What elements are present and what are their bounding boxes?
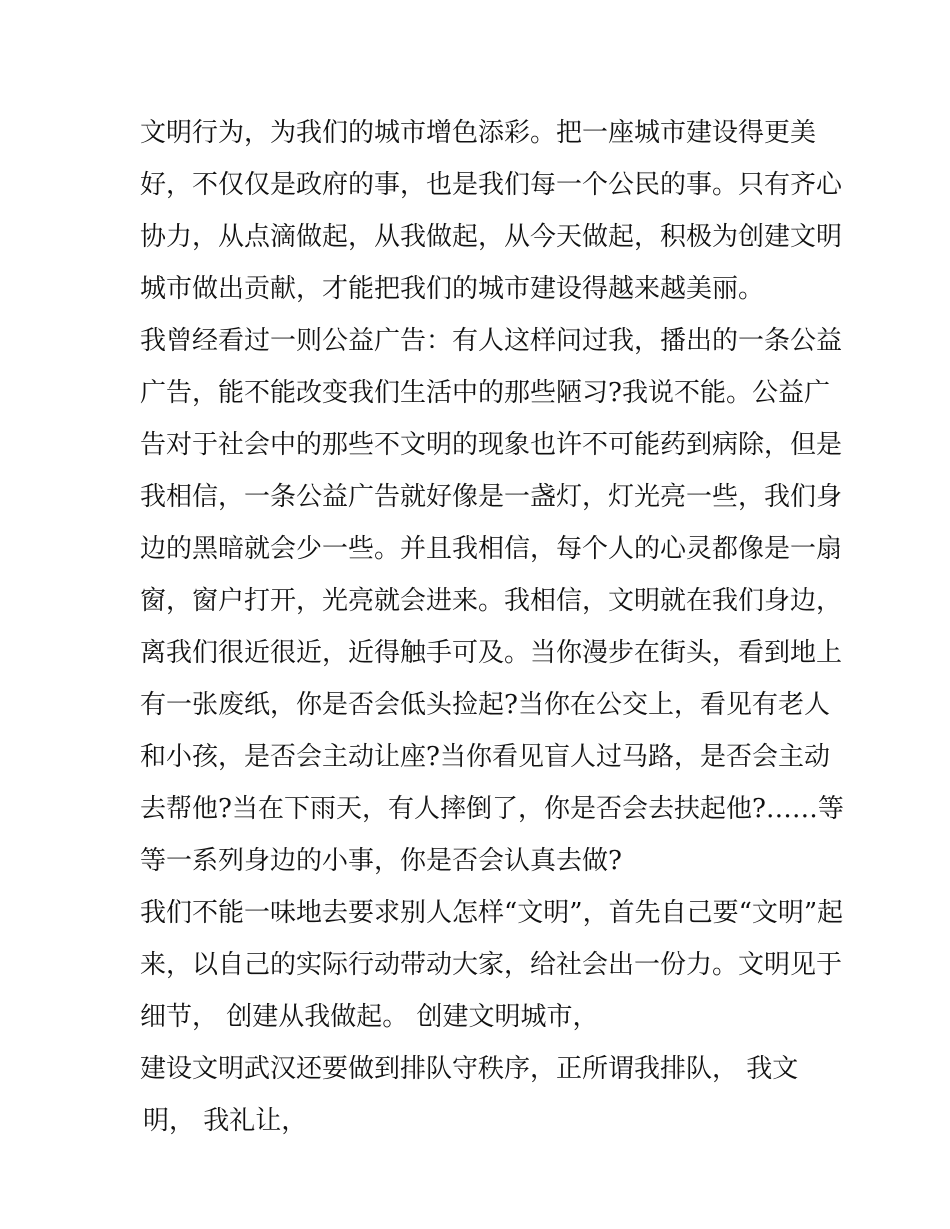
text-line: 去帮他?当在下雨天，有人摔倒了，你是否会去扶起他?……等: [140, 794, 844, 824]
text-line: 我们不能一味地去要求别人怎样“文明”，首先自己要“文明”起: [140, 898, 844, 928]
body-text: [140, 107, 844, 1147]
text-line: 边的黑暗就会少一些。并且我相信，每个人的心灵都像是一扇: [140, 534, 843, 564]
text-line: 来，以自己的实际行动带动大家，给社会出一份力。文明见于: [140, 950, 843, 980]
text-line: 建设文明武汉还要做到排队守秩序，正所谓我排队， 我文: [140, 1054, 799, 1084]
text-line: 细节， 创建从我做起。 创建文明城市，: [140, 1002, 599, 1032]
text-line: 文明行为，为我们的城市增色添彩。把一座城市建设得更美: [140, 118, 817, 148]
text-line: 广告，能不能改变我们生活中的那些陋习?我说不能。公益广: [140, 378, 830, 408]
text-line: 告对于社会中的那些不文明的现象也许不可能药到病除，但是: [140, 430, 843, 460]
text-line: 窗，窗户打开，光亮就会进来。我相信，文明就在我们身边，: [140, 586, 843, 616]
text-line: 和小孩，是否会主动让座?当你看见盲人过马路，是否会主动: [140, 742, 830, 772]
text-line: 明， 我礼让，: [143, 1106, 308, 1136]
text-line: 协力，从点滴做起，从我做起，从今天做起，积极为创建文明: [140, 222, 843, 252]
text-line: 等一系列身边的小事，你是否会认真去做?: [140, 846, 622, 876]
text-line: 好，不仅仅是政府的事，也是我们每一个公民的事。只有齐心: [140, 170, 843, 200]
text-line: 我相信，一条公益广告就好像是一盏灯，灯光亮一些，我们身: [140, 482, 843, 512]
text-line: 我曾经看过一则公益广告：有人这样问过我，播出的一条公益: [140, 326, 843, 356]
text-line: 城市做出贡献，才能把我们的城市建设得越来越美丽。: [140, 274, 765, 304]
text-line: 有一张废纸，你是否会低头捡起?当你在公交上，看见有老人: [140, 690, 830, 720]
text-line: 离我们很近很近，近得触手可及。当你漫步在街头，看到地上: [140, 638, 843, 668]
